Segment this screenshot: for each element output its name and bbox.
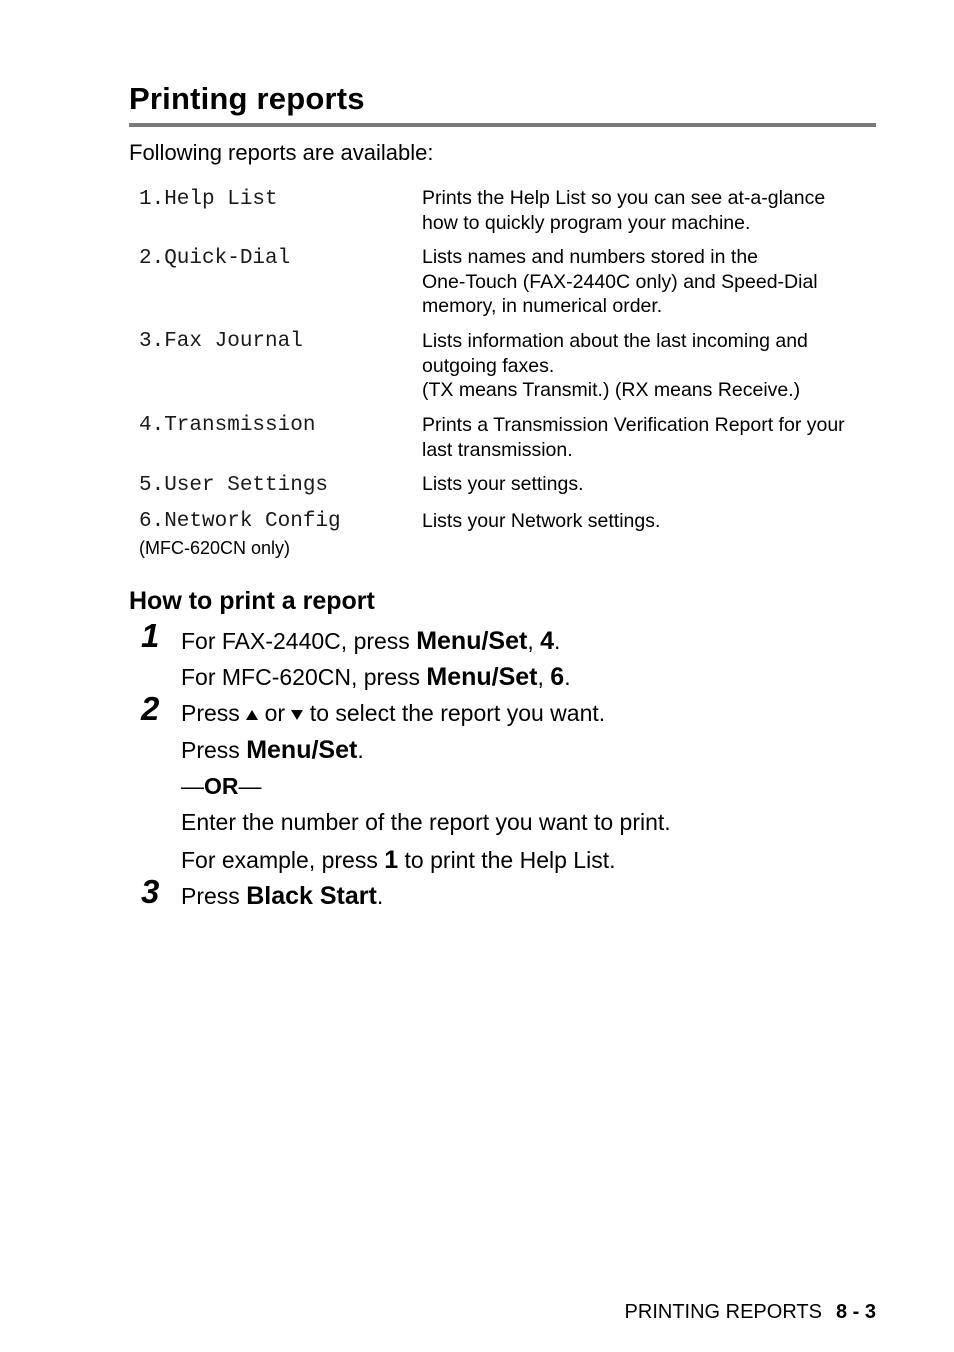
step1-line-mfc: For MFC-620CN, press Menu/Set, 6. [181,663,571,691]
step2-line-enter: Enter the number of the report you want to print. [181,809,671,835]
report-desc-network-config: Lists your Network settings. [422,510,661,532]
footer-page-number: 8 - 3 [835,1301,876,1323]
report-name-fax-journal: 3.Fax Journal [139,330,303,353]
report-name-user-settings: 5.User Settings [139,474,329,497]
step2-line-select: Press or to select the report you want. [181,700,606,726]
report-name-transmission: 4.Transmission [139,414,316,437]
report-desc-quick-dial: Lists names and numbers stored in the One-Touch (FAX-2440C only) and Speed-Dial memory, in numerical order. [422,246,818,317]
step-number-3: 3 [141,873,160,910]
report-name-help-list: 1.Help List [139,188,278,211]
page-footer [625,1301,876,1324]
page-title: Printing reports [129,81,365,116]
step-number-1: 1 [141,617,160,654]
triangle-down-icon [291,710,303,720]
report-name-network-config: 6.Network Config [139,510,341,533]
how-to-heading: How to print a report [129,587,375,615]
footer-section: PRINTING REPORTS [624,1301,822,1323]
step2-or-separator: —OR— [181,773,262,799]
step2-line-example: For example, press 1 to print the Help List. [181,846,616,874]
step-number-2: 2 [141,690,160,727]
report-name-quick-dial: 2.Quick-Dial [139,247,291,270]
report-desc-fax-journal: Lists information about the last incoming and outgoing faxes. (TX means Transmit.) (RX means Receive.) [422,330,808,401]
intro-text: Following reports are available: [129,140,434,165]
report-desc-help-list: Prints the Help List so you can see at-a-glance how to quickly program your machine. [422,187,826,234]
step3-line-start: Press Black Start. [181,882,384,910]
report-desc-transmission: Prints a Transmission Verification Report for your last transmission. [422,414,845,461]
triangle-up-icon [246,710,258,720]
step1-line-fax: For FAX-2440C, press Menu/Set, 4. [181,627,561,655]
report-desc-user-settings: Lists your settings. [422,473,584,495]
report-note-network-config: (MFC-620CN only) [139,538,291,558]
title-divider [129,123,876,127]
step2-line-press: Press Menu/Set. [181,736,364,764]
